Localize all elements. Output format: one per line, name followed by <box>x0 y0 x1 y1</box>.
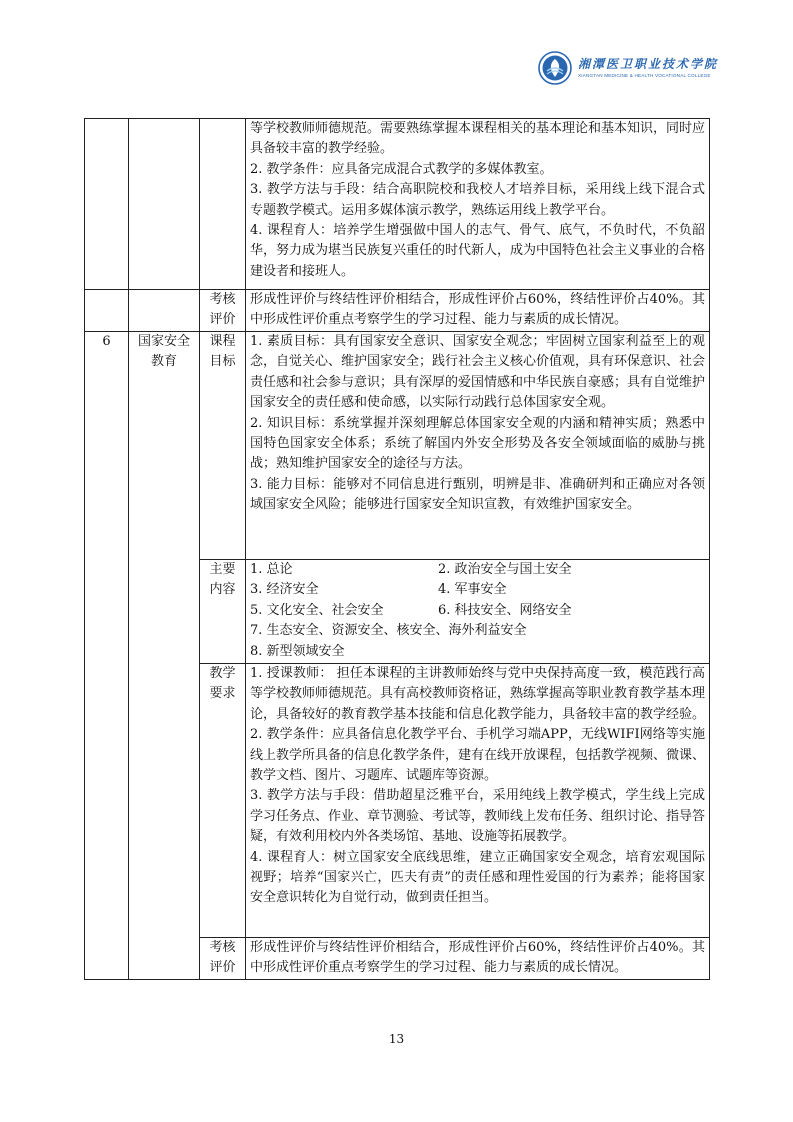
objective-paragraph: 3. 能力目标：能够对不同信息进行甄别，明辨是非、准确研判和正确应对各领域国家安全风险；能够进行国家安全知识宣教，有效维护国家安全。 <box>250 476 705 513</box>
requirements-cell <box>246 664 710 938</box>
content-item: 5. 文化安全、社会安全 <box>250 602 384 618</box>
assessment-label: 考核评价 <box>200 290 246 332</box>
assessment-text: 形成性评价与终结性评价相结合，形成性评价占60%，终结性评价占40%。其中形成性评价重点考察学生的学习过程、能力与素质的成长情况。 <box>246 290 710 332</box>
requirement-paragraph: 等学校教师师德规范。需要熟练掌握本课程相关的基本理论和基本知识，同时应具备较丰富的教学经验。 <box>250 121 706 157</box>
logo-english-name: XIANGTAN MEDICINE & HEALTH VOCATIONAL COLLEGE <box>578 73 711 78</box>
logo-chinese-name: 湘潭医卫职业技术学院 <box>578 57 719 71</box>
table-row <box>85 119 710 290</box>
content-item: 3. 经济安全 <box>250 582 319 598</box>
content-item: 6. 科技安全、网络安全 <box>438 602 572 618</box>
course-name: 国家安全教育 <box>129 332 200 980</box>
content-item: 7. 生态安全、资源安全、核安全、海外利益安全 <box>250 623 527 639</box>
objective-paragraph: 2. 知识目标：系统掌握并深刻理解总体国家安全观的内涵和精神实质；熟悉中国特色国家安全体系；系统了解国内外安全形势及各安全领域面临的威胁与挑战；熟知维护国家安全的途径与方法。 <box>250 415 705 472</box>
table-row <box>85 332 710 560</box>
content-item: 2. 政治安全与国土安全 <box>438 562 572 577</box>
requirement-paragraph: 3. 教学方法与手段：结合高职院校和我校人才培养目标，采用线上线下混合式专题教学模式。运用多媒体演示教学，熟练运用线上教学平台。 <box>250 182 705 218</box>
prev-name-cell <box>129 119 200 290</box>
requirement-paragraph: 2. 教学条件：应具备信息化教学平台、手机学习端APP，无线WIFI网络等实施线上教学所具备的信息化教学条件，建有在线开放课程，包括教学视频、微课、教学文档、图片、习题库、试题库等资源。 <box>250 727 706 784</box>
college-emblem-icon <box>538 51 572 85</box>
requirement-paragraph: 4. 课程育人：培养学生增强做中国人的志气、骨气、底气，不负时代，不负韶华，努力成为堪当民族复兴重任的时代新人，成为中国特色社会主义事业的合格建设者和接班人。 <box>250 223 706 279</box>
content-label: 主要内容 <box>200 560 246 664</box>
content-item: 1. 总论 <box>250 562 293 577</box>
requirements-label: 教学要求 <box>200 664 246 938</box>
requirement-paragraph: 2. 教学条件：应具备完成混合式教学的多媒体教室。 <box>250 161 553 177</box>
page-number: 13 <box>388 1032 405 1046</box>
objective-paragraph: 1. 素质目标：具有国家安全意识、国家安全观念；牢固树立国家利益至上的观念，自觉关心、维护国家安全；践行社会主义核心价值观，具有环保意识、社会责任感和社会参与意识；具有深厚的爱国情感和中华民族自豪感；具有自觉维护国家安全的责任感和使命感，以实际行动践行总体国家安全观。 <box>250 334 706 411</box>
table-row <box>85 290 710 332</box>
assessment-label: 考核评价 <box>200 938 246 980</box>
content-item: 8. 新型领域安全 <box>250 643 345 659</box>
requirement-paragraph: 3. 教学方法与手段：借助超星泛雅平台，采用纯线上教学模式，学生线上完成学习任务点、作业、章节测验、考试等，教师线上发布任务、组织讨论、指导答疑，有效利用校内外各类场馆、基地、设施等拓展教学。 <box>250 788 706 845</box>
prev-number-cell <box>85 119 129 290</box>
content-item: 4. 军事安全 <box>438 582 507 598</box>
objectives-cell <box>246 332 710 560</box>
prev-requirements-cell <box>246 119 710 290</box>
content-cell <box>246 560 710 664</box>
assessment-text: 形成性评价与终结性评价相结合，形成性评价占60%，终结性评价占40%。其中形成性评价重点考察学生的学习过程、能力与素质的成长情况。 <box>246 938 710 980</box>
prev-label-cell <box>200 119 246 290</box>
course-number: 6 <box>85 332 129 980</box>
objectives-label: 课程目标 <box>200 332 246 560</box>
requirement-paragraph: 1. 授课教师： 担任本课程的主讲教师始终与党中央保持高度一致，模范践行高等学校教师师德规范。具有高校教师资格证，熟练掌握高等职业教育教学基本理论，具备较好的教育教学基本技能和信息化教学能力，具备较丰富的教学经验。 <box>250 666 706 722</box>
college-logo <box>538 50 728 86</box>
curriculum-table <box>84 118 710 980</box>
requirement-paragraph: 4. 课程育人：树立国家安全底线思维，建立正确国家安全观念，培育宏观国际视野；培养“国家兴亡，匹夫有责”的责任感和理性爱国的行为素养；能将国家安全意识转化为自觉行动，做到责任担当。 <box>250 849 705 906</box>
